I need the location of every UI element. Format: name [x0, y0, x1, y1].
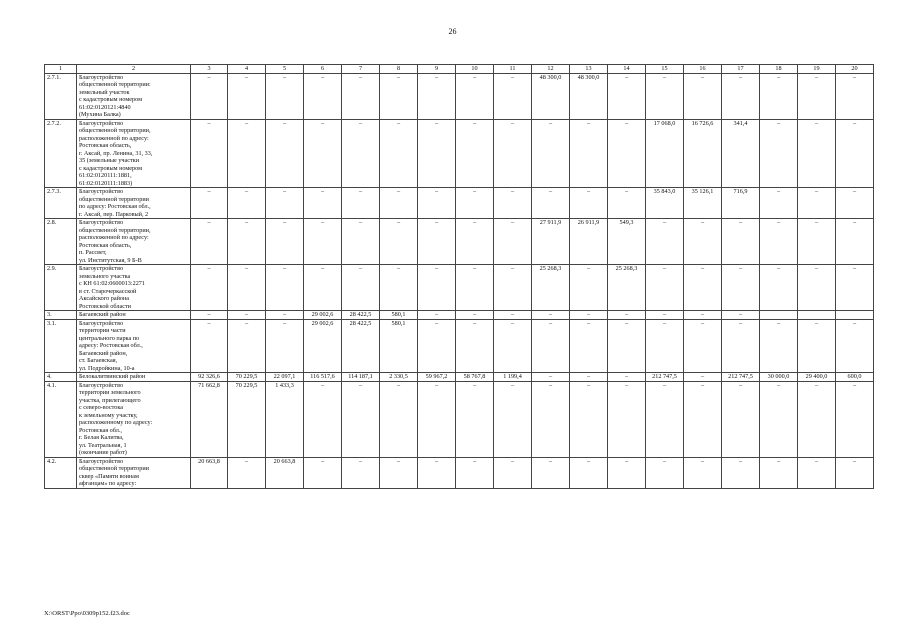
item-description-cell: Благоустройство общественной территории: земельный участок с кадастровым номером 61:02:0120121:4840 (Мухина Балка) — [77, 73, 191, 119]
amount-cell: – — [722, 311, 760, 320]
amount-cell: 25 268,3 — [532, 265, 570, 311]
amount-cell: 2 330,5 — [380, 373, 418, 382]
amount-cell: 580,1 — [380, 319, 418, 373]
item-description-cell: Благоустройство территории земельного участка, прилегающего с северо-востока к земельному участку, расположенному по адресу: Ростовская обл., г. Белая Калитва, ул. Театральная, 1 (окончание работ) — [77, 381, 191, 457]
amount-cell: 20 663,8 — [266, 457, 304, 488]
column-number-cell: 19 — [798, 65, 836, 74]
amount-cell: 212 747,5 — [722, 373, 760, 382]
column-number-cell: 20 — [836, 65, 874, 74]
amount-cell: – — [684, 319, 722, 373]
amount-cell: 29 002,6 — [304, 319, 342, 373]
amount-cell: – — [304, 457, 342, 488]
amount-cell: – — [494, 73, 532, 119]
amount-cell: – — [342, 119, 380, 188]
amount-cell: – — [456, 73, 494, 119]
amount-cell: 22 097,1 — [266, 373, 304, 382]
amount-cell: – — [418, 119, 456, 188]
table-row — [45, 319, 874, 373]
amount-cell: – — [494, 188, 532, 219]
amount-cell: – — [608, 381, 646, 457]
amount-cell: 70 229,5 — [228, 373, 266, 382]
column-number-cell: 15 — [646, 65, 684, 74]
amount-cell: – — [608, 73, 646, 119]
amount-cell: 92 326,6 — [191, 373, 228, 382]
amount-cell — [836, 311, 874, 320]
table-row — [45, 381, 874, 457]
amount-cell: – — [342, 265, 380, 311]
amount-cell: – — [456, 381, 494, 457]
item-number-cell: 2.8. — [45, 219, 77, 265]
amount-cell: – — [191, 219, 228, 265]
amount-cell: – — [191, 311, 228, 320]
amount-cell: – — [532, 457, 570, 488]
amount-cell: – — [191, 73, 228, 119]
column-number-cell: 1 — [45, 65, 77, 74]
amount-cell: – — [418, 188, 456, 219]
item-description-cell: Благоустройство общественной территории сквер «Памяти воинам афганцам» по адресу: — [77, 457, 191, 488]
column-number-cell: 7 — [342, 65, 380, 74]
amount-cell: – — [494, 119, 532, 188]
amount-cell: – — [266, 319, 304, 373]
amount-cell: – — [836, 119, 874, 188]
amount-cell: – — [608, 311, 646, 320]
amount-cell: – — [608, 457, 646, 488]
amount-cell: 70 229,5 — [228, 381, 266, 457]
item-description-cell: Белокалитвинский район — [77, 373, 191, 382]
amount-cell: – — [836, 73, 874, 119]
amount-cell: – — [494, 457, 532, 488]
amount-cell: 1 433,3 — [266, 381, 304, 457]
amount-cell: – — [760, 188, 798, 219]
table-row — [45, 188, 874, 219]
amount-cell: – — [266, 73, 304, 119]
item-description-cell: Благоустройство земельного участка с КН 61:02:0600013:2271 в ст. Старочеркасской Аксайского района Ростовской области — [77, 265, 191, 311]
amount-cell: – — [342, 219, 380, 265]
amount-cell — [760, 311, 798, 320]
amount-cell: – — [191, 265, 228, 311]
amount-cell: – — [266, 188, 304, 219]
amount-cell: – — [342, 381, 380, 457]
amount-cell: – — [191, 319, 228, 373]
table-row — [45, 119, 874, 188]
amount-cell: – — [760, 265, 798, 311]
item-number-cell: 4.2. — [45, 457, 77, 488]
amount-cell: 27 911,9 — [532, 219, 570, 265]
amount-cell: – — [266, 265, 304, 311]
amount-cell: 30 000,0 — [760, 373, 798, 382]
amount-cell: – — [608, 319, 646, 373]
amount-cell: – — [380, 73, 418, 119]
amount-cell: – — [646, 311, 684, 320]
column-number-cell: 12 — [532, 65, 570, 74]
amount-cell: – — [608, 188, 646, 219]
item-description-cell: Благоустройство территории части центрального парка по адресу: Ростовская обл., Багаевский район, ст. Багаевская, ул. Подройкина, 10-а — [77, 319, 191, 373]
amount-cell: 28 422,5 — [342, 319, 380, 373]
item-description-cell: Благоустройство общественной территории, расположенной по адресу: Ростовская область, г. Аксай, пр. Ленина, 31, 33, 35 (земельные участки с кадастровым номером 61:02:0120111:1881, 61:02:0120111:1883) — [77, 119, 191, 188]
amount-cell: 116 517,6 — [304, 373, 342, 382]
column-number-cell: 4 — [228, 65, 266, 74]
amount-cell: – — [760, 457, 798, 488]
table-row — [45, 457, 874, 488]
amount-cell: 35 126,1 — [684, 188, 722, 219]
amount-cell: – — [646, 265, 684, 311]
amount-cell: – — [532, 188, 570, 219]
column-number-cell: 8 — [380, 65, 418, 74]
amount-cell: 549,3 — [608, 219, 646, 265]
table-row — [45, 311, 874, 320]
amount-cell: 600,0 — [836, 373, 874, 382]
amount-cell: – — [380, 119, 418, 188]
amount-cell: – — [418, 265, 456, 311]
amount-cell: – — [266, 119, 304, 188]
amount-cell: 25 268,3 — [608, 265, 646, 311]
item-number-cell: 4. — [45, 373, 77, 382]
amount-cell: – — [532, 373, 570, 382]
amount-cell: 114 187,1 — [342, 373, 380, 382]
amount-cell: – — [798, 381, 836, 457]
amount-cell: – — [456, 119, 494, 188]
amount-cell: – — [191, 119, 228, 188]
amount-cell: 29 400,0 — [798, 373, 836, 382]
amount-cell: – — [532, 311, 570, 320]
amount-cell: – — [380, 457, 418, 488]
amount-cell: – — [760, 119, 798, 188]
amount-cell: – — [798, 73, 836, 119]
table-row — [45, 219, 874, 265]
amount-cell: – — [798, 219, 836, 265]
amount-cell: – — [684, 457, 722, 488]
amount-cell: – — [836, 381, 874, 457]
amount-cell: 17 068,0 — [646, 119, 684, 188]
amount-cell: – — [722, 219, 760, 265]
amount-cell: – — [570, 265, 608, 311]
amount-cell: – — [608, 373, 646, 382]
table-row — [45, 265, 874, 311]
column-number-cell: 5 — [266, 65, 304, 74]
amount-cell: – — [760, 73, 798, 119]
item-number-cell: 2.7.1. — [45, 73, 77, 119]
amount-cell: – — [722, 265, 760, 311]
amount-cell: – — [760, 381, 798, 457]
amount-cell: – — [836, 457, 874, 488]
amount-cell: 28 422,5 — [342, 311, 380, 320]
amount-cell: – — [228, 457, 266, 488]
amount-cell: – — [228, 319, 266, 373]
amount-cell: – — [532, 319, 570, 373]
amount-cell — [798, 311, 836, 320]
amount-cell: – — [760, 219, 798, 265]
amount-cell: – — [570, 319, 608, 373]
amount-cell: – — [646, 73, 684, 119]
column-number-cell: 10 — [456, 65, 494, 74]
amount-cell: – — [304, 381, 342, 457]
amount-cell: – — [228, 188, 266, 219]
amount-cell: – — [380, 265, 418, 311]
amount-cell: – — [342, 73, 380, 119]
amount-cell: – — [836, 319, 874, 373]
footer-file-path: X:\ORST\Ppo\0309p152.f23.doc — [44, 610, 130, 617]
item-number-cell: 2.7.2. — [45, 119, 77, 188]
amount-cell: – — [684, 265, 722, 311]
amount-cell: – — [342, 188, 380, 219]
amount-cell: – — [494, 265, 532, 311]
amount-cell: 71 662,8 — [191, 381, 228, 457]
amount-cell: – — [570, 311, 608, 320]
amount-cell: – — [304, 219, 342, 265]
page-number: 26 — [448, 27, 457, 36]
amount-cell: – — [608, 119, 646, 188]
amount-cell: – — [646, 219, 684, 265]
amount-cell: – — [304, 73, 342, 119]
item-number-cell: 4.1. — [45, 381, 77, 457]
amount-cell: – — [456, 265, 494, 311]
amount-cell: 26 911,9 — [570, 219, 608, 265]
amount-cell: – — [722, 319, 760, 373]
amount-cell: – — [646, 457, 684, 488]
amount-cell: – — [304, 188, 342, 219]
amount-cell: – — [646, 319, 684, 373]
amount-cell: 59 967,2 — [418, 373, 456, 382]
amount-cell: – — [228, 265, 266, 311]
amount-cell: – — [266, 219, 304, 265]
column-number-cell: 14 — [608, 65, 646, 74]
amount-cell: 212 747,5 — [646, 373, 684, 382]
amount-cell: – — [304, 265, 342, 311]
amount-cell: – — [760, 319, 798, 373]
item-number-cell: 2.9. — [45, 265, 77, 311]
amount-cell: – — [798, 265, 836, 311]
item-description-cell: Благоустройство общественной территории, расположенной по адресу: Ростовская область, п. Рассвет, ул. Институтская, 9 Б-В — [77, 219, 191, 265]
amount-cell: – — [684, 219, 722, 265]
amount-cell: – — [722, 457, 760, 488]
amount-cell: – — [418, 457, 456, 488]
amount-cell: – — [684, 311, 722, 320]
amount-cell: 20 663,8 — [191, 457, 228, 488]
amount-cell: – — [342, 457, 380, 488]
column-number-cell: 18 — [760, 65, 798, 74]
budget-table — [44, 64, 874, 489]
amount-cell: – — [380, 381, 418, 457]
column-number-cell: 2 — [77, 65, 191, 74]
amount-cell: 58 767,8 — [456, 373, 494, 382]
amount-cell: – — [380, 188, 418, 219]
amount-cell: – — [836, 265, 874, 311]
amount-cell: – — [456, 457, 494, 488]
column-number-cell: 16 — [684, 65, 722, 74]
amount-cell: – — [836, 219, 874, 265]
amount-cell: 580,1 — [380, 311, 418, 320]
amount-cell: – — [798, 188, 836, 219]
amount-cell: – — [722, 381, 760, 457]
amount-cell: – — [722, 73, 760, 119]
amount-cell: – — [228, 219, 266, 265]
column-number-cell: 17 — [722, 65, 760, 74]
amount-cell: – — [798, 319, 836, 373]
amount-cell: – — [418, 319, 456, 373]
amount-cell: 341,4 — [722, 119, 760, 188]
amount-cell: – — [494, 219, 532, 265]
amount-cell: – — [456, 311, 494, 320]
amount-cell: 1 199,4 — [494, 373, 532, 382]
amount-cell: 35 843,0 — [646, 188, 684, 219]
amount-cell: – — [494, 311, 532, 320]
amount-cell: – — [228, 119, 266, 188]
amount-cell: – — [798, 457, 836, 488]
amount-cell: – — [304, 119, 342, 188]
amount-cell: 16 726,6 — [684, 119, 722, 188]
amount-cell: – — [191, 188, 228, 219]
amount-cell: – — [494, 319, 532, 373]
amount-cell: – — [456, 219, 494, 265]
column-number-cell: 6 — [304, 65, 342, 74]
amount-cell: – — [418, 311, 456, 320]
amount-cell: – — [570, 188, 608, 219]
amount-cell: – — [570, 457, 608, 488]
amount-cell: 29 002,6 — [304, 311, 342, 320]
item-number-cell: 3. — [45, 311, 77, 320]
table-header-row — [45, 65, 874, 74]
amount-cell: – — [798, 119, 836, 188]
amount-cell: – — [532, 381, 570, 457]
column-number-cell: 9 — [418, 65, 456, 74]
amount-cell: – — [418, 381, 456, 457]
column-number-cell: 11 — [494, 65, 532, 74]
amount-cell: – — [836, 188, 874, 219]
item-number-cell: 3.1. — [45, 319, 77, 373]
amount-cell: – — [456, 188, 494, 219]
item-number-cell: 2.7.3. — [45, 188, 77, 219]
amount-cell: 48 300,0 — [570, 73, 608, 119]
amount-cell: – — [684, 373, 722, 382]
amount-cell: – — [570, 373, 608, 382]
amount-cell: – — [228, 311, 266, 320]
amount-cell: – — [684, 381, 722, 457]
item-description-cell: Багаевский район — [77, 311, 191, 320]
amount-cell: 716,9 — [722, 188, 760, 219]
amount-cell: – — [266, 311, 304, 320]
amount-cell: – — [418, 219, 456, 265]
amount-cell: – — [456, 319, 494, 373]
column-number-cell: 3 — [191, 65, 228, 74]
table-row — [45, 73, 874, 119]
table-row — [45, 373, 874, 382]
amount-cell: – — [684, 73, 722, 119]
column-number-cell: 13 — [570, 65, 608, 74]
item-description-cell: Благоустройство общественной территории по адресу: Ростовская обл., г. Аксай, пер. Парковый, 2 — [77, 188, 191, 219]
amount-cell: – — [646, 381, 684, 457]
amount-cell: – — [380, 219, 418, 265]
amount-cell: – — [418, 73, 456, 119]
amount-cell: – — [570, 381, 608, 457]
amount-cell: – — [570, 119, 608, 188]
amount-cell: – — [532, 119, 570, 188]
amount-cell: 48 300,0 — [532, 73, 570, 119]
amount-cell: – — [228, 73, 266, 119]
amount-cell: – — [494, 381, 532, 457]
